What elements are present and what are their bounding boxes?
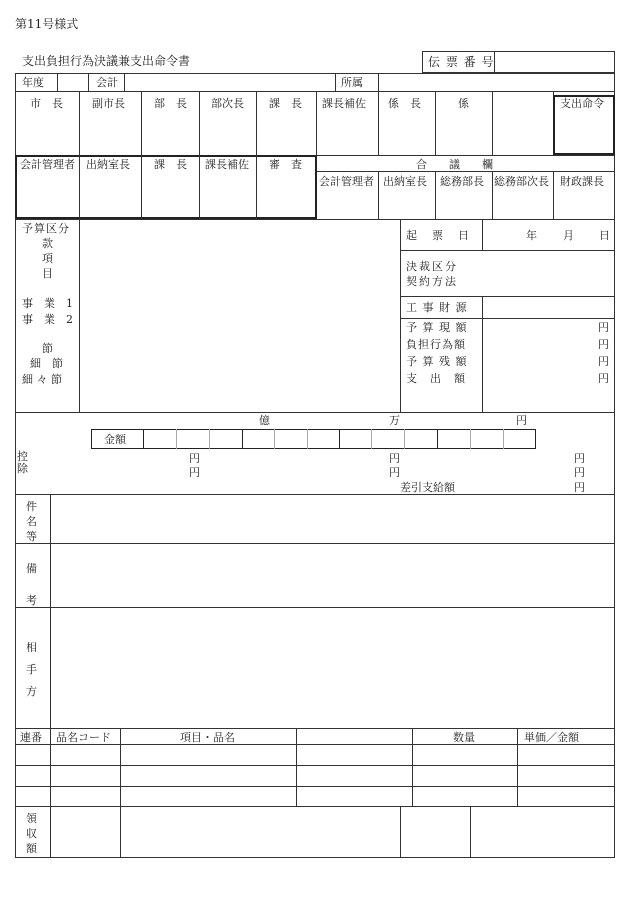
- consult-accounting-manager: 会計管理者: [319, 175, 374, 188]
- year-label: 年度: [22, 76, 44, 89]
- budget-setsu-label: 節: [42, 342, 53, 355]
- budget-saisaisetsu-label: 細 々 節: [22, 373, 62, 386]
- approval-row2-section-chief: 課 長: [154, 158, 187, 171]
- draft-date-label: 起 票 日: [406, 229, 471, 242]
- yen-unit: 円: [189, 452, 200, 465]
- year-field[interactable]: [58, 74, 87, 90]
- consult-treasury-head: 出納室長: [383, 175, 427, 188]
- contract-method-label: 契約方法: [406, 275, 458, 288]
- approval-treasury-head: 出納室長: [86, 158, 130, 171]
- budget-remaining-label: 予 算 残 額: [406, 355, 468, 368]
- en-unit: 円: [516, 414, 527, 427]
- amount-label: 金額: [104, 433, 126, 446]
- approval-assistant-chief: 課長補佐: [322, 97, 366, 110]
- col-quantity-header: 数量: [453, 731, 475, 744]
- approval-sub-chief: 係 長: [388, 97, 421, 110]
- yen-unit: 円: [574, 481, 585, 494]
- approval-section-chief: 課 長: [269, 97, 302, 110]
- approval-accounting-manager: 会計管理者: [20, 158, 75, 171]
- yen-unit: 円: [189, 466, 200, 479]
- consult-finance-chief: 財政課長: [560, 175, 604, 188]
- yen-unit: 円: [598, 338, 609, 351]
- slip-number-field[interactable]: [495, 52, 614, 72]
- yen-unit: 円: [574, 452, 585, 465]
- subject-label: 件名等: [26, 500, 37, 543]
- budget-kou-label: 項: [42, 252, 53, 265]
- col-item-code-header: 品名コード: [56, 731, 111, 744]
- approval-audit: 審 査: [269, 158, 302, 171]
- form-number: 第11号様式: [15, 17, 79, 31]
- consult-general-affairs-deputy: 総務部次長: [494, 175, 549, 188]
- approval-staff: 係: [458, 97, 469, 110]
- col-serial-header: 連番: [20, 731, 42, 744]
- date-year-unit: 年: [526, 229, 537, 242]
- commitment-amount-label: 負担行為額: [406, 338, 466, 351]
- col-item-name-header: 項目・品名: [180, 731, 235, 744]
- budget-category-label: 予算区分: [22, 222, 70, 235]
- remarks-label: 備 考: [26, 562, 48, 607]
- consult-general-affairs-director: 総務部長: [440, 175, 484, 188]
- approval-vice-mayor: 副市長: [92, 97, 125, 110]
- expenditure-label: 支 出 額: [406, 372, 466, 385]
- net-payment-label: 差引支給額: [400, 481, 455, 494]
- approval-row2-assistant-chief: 課長補佐: [205, 158, 249, 171]
- man-unit: 万: [389, 414, 400, 427]
- budget-kan-label: 款: [42, 237, 53, 250]
- date-day-unit: 日: [599, 229, 610, 242]
- approval-payment-order: 支出命令: [560, 97, 604, 110]
- yen-unit: 円: [574, 466, 585, 479]
- yen-unit: 円: [598, 355, 609, 368]
- date-month-unit: 月: [563, 229, 574, 242]
- construction-fund-label: 工 事 財 源: [406, 301, 468, 314]
- budget-moku-label: 目: [42, 267, 53, 280]
- yen-unit: 円: [598, 372, 609, 385]
- oku-unit: 億: [259, 414, 270, 427]
- draft-date-field[interactable]: [483, 220, 614, 249]
- partner-label: 相手方: [26, 641, 37, 698]
- receipt-label: 領収額: [26, 812, 37, 855]
- approval-director: 部 長: [154, 97, 187, 110]
- yen-unit: 円: [389, 466, 400, 479]
- dept-field[interactable]: [379, 74, 614, 90]
- table-row[interactable]: [16, 745, 614, 765]
- receipt-field[interactable]: [51, 807, 614, 857]
- table-row[interactable]: [16, 766, 614, 786]
- remarks-field[interactable]: [51, 544, 614, 606]
- budget-saisetsu-label: 細 節: [30, 357, 63, 370]
- dept-label: 所属: [341, 76, 363, 89]
- decision-contract-field[interactable]: [483, 251, 614, 295]
- account-label: 会計: [96, 76, 118, 89]
- construction-fund-field[interactable]: [483, 297, 614, 317]
- budget-project2-label: 事 業 2: [22, 313, 73, 326]
- yen-unit: 円: [598, 321, 609, 334]
- budget-current-label: 予 算 現 額: [406, 321, 468, 334]
- slip-number-label: 伝 票 番 号: [428, 55, 495, 69]
- consultation-title: 合 議 欄: [416, 158, 493, 171]
- partner-field[interactable]: [51, 608, 614, 727]
- approval-deputy-director: 部次長: [211, 97, 244, 110]
- yen-unit: 円: [389, 452, 400, 465]
- decision-category-label: 決裁区分: [406, 260, 458, 273]
- budget-detail-field[interactable]: [80, 220, 399, 411]
- deduction-label: 控除: [17, 449, 28, 475]
- subject-field[interactable]: [51, 495, 614, 542]
- budget-project1-label: 事 業 1: [22, 297, 73, 310]
- table-row[interactable]: [16, 787, 614, 806]
- account-field[interactable]: [125, 74, 334, 90]
- col-unit-price-header: 単価／金額: [524, 731, 579, 744]
- approval-mayor: 市 長: [30, 97, 63, 110]
- form-title: 支出負担行為決議兼支出命令書: [22, 54, 191, 68]
